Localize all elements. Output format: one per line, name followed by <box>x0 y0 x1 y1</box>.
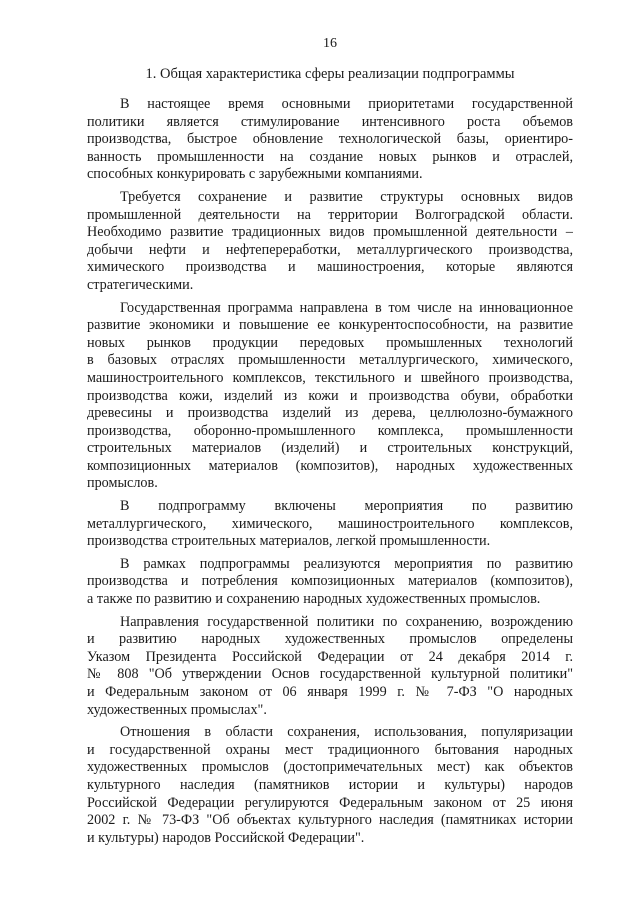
text-line: Отношения в области сохранения, использования, популяризации <box>120 724 573 741</box>
text-line: производства, быстрое обновление технологической базы, ориентиро- <box>87 131 573 148</box>
text-line: добычи нефти и нефтепереработки, металлургического производства, <box>87 241 573 258</box>
text-line: В настоящее время основными приоритетами государственной <box>120 96 573 112</box>
text-line: культурного наследия (памятников истории и культуры) народов <box>87 776 573 793</box>
text-line: новых рынков продукции передовых промышленных технологий <box>87 334 573 351</box>
paragraph-5 <box>87 556 573 609</box>
text-line: художественных промыслов (достопримечательных мест) как объектов <box>87 759 573 776</box>
text-line: 2002 г. № 73-ФЗ "Об объектах культурного наследия (памятниках истории <box>87 812 573 829</box>
text-line: производства и потребления композиционных материалов (композитов), <box>87 573 573 590</box>
text-line: химического производства и машиностроения, которые являются <box>87 259 573 276</box>
text-line: художественных промыслах". <box>87 701 267 718</box>
text-line: № 808 "Об утверждении Основ государственной культурной политики" <box>87 666 573 683</box>
paragraph-7 <box>87 724 573 847</box>
text-line: Направления государственной политики по сохранению, возрождению <box>120 613 573 630</box>
text-line: политики является стимулирование интенсивного роста объемов <box>87 113 573 130</box>
text-line: В подпрограмму включены мероприятия по развитию <box>120 498 573 515</box>
text-line: строительных материалов (изделий) и строительных конструкций, <box>87 440 573 457</box>
body-text <box>87 96 573 852</box>
paragraph-1 <box>87 96 573 184</box>
text-line: металлургического, химического, машиностроительного комплексов, <box>87 515 573 532</box>
paragraph-2 <box>87 189 573 295</box>
text-line: древесины и производства изделий из дерева, целлюлозно-бумажного <box>87 405 573 422</box>
text-line: стратегическими. <box>87 276 194 293</box>
text-line: композиционных материалов (композитов), народных художественных <box>87 457 573 474</box>
text-line: развитие экономики и повышение ее конкурентоспособности, на развитие <box>87 317 573 334</box>
text-line: и культуры) народов Российской Федерации". <box>87 829 365 846</box>
text-line: Российской Федерации регулируются Федеральным законом от 25 июня <box>87 794 573 811</box>
text-line: машиностроительного комплексов, текстильного и швейного производства, <box>87 369 573 386</box>
text-line: В рамках подпрограммы реализуются мероприятия по развитию <box>120 555 573 572</box>
page-number: 16 <box>323 36 337 51</box>
text-line: Необходимо развитие традиционных видов промышленной деятельности – <box>87 224 573 241</box>
section-heading: 1. Общая характеристика сферы реализации подпрограммы <box>145 66 515 82</box>
text-line: промыслов. <box>87 475 158 492</box>
text-line: производства кожи, изделий из кожи и производства обуви, обработки <box>87 387 573 404</box>
text-line: способных конкурировать с зарубежными компаниями. <box>87 166 423 183</box>
paragraph-6 <box>87 614 573 720</box>
paragraph-3 <box>87 300 573 494</box>
text-line: и государственной охраны мест традиционного бытования народных <box>87 741 573 758</box>
text-line: производства строительных материалов, легкой промышленности. <box>87 533 491 550</box>
text-line: Требуется сохранение и развитие структуры основных видов <box>120 188 573 205</box>
text-line: а также по развитию и сохранению народных художественных промыслов. <box>87 591 541 608</box>
text-line: промышленной деятельности на территории Волгоградской области. <box>87 206 573 223</box>
text-line: ванность промышленности на создание новых рынков и отраслей, <box>87 148 573 165</box>
text-line: в базовых отраслях промышленности металлургического, химического, <box>87 352 573 369</box>
text-line: Указом Президента Российской Федерации от 24 декабря 2014 г. <box>87 648 573 665</box>
text-line: производства, оборонно-промышленного комплекса, промышленности <box>87 422 573 439</box>
paragraph-4 <box>87 498 573 551</box>
text-line: и Федеральным законом от 06 января 1999 г. № 7-ФЗ "О народных <box>87 684 573 700</box>
text-line: и развитию народных художественных промыслов определены <box>87 631 573 648</box>
text-line: Государственная программа направлена в том числе на инновационное <box>120 299 573 316</box>
